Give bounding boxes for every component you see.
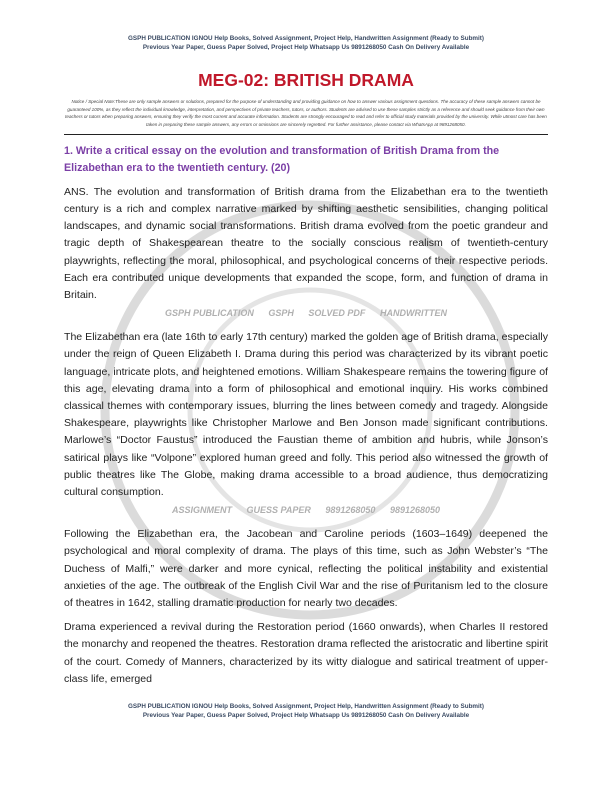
answer-paragraph: Following the Elizabethan era, the Jacobean and Caroline periods (1603–1649) deepened the psychological and moral complexity of drama. The plays of this time, such as John Webster’s “The Duchess of Malfi,” were darker and more cynical, reflecting the political instability and existential anxieties of the age. The outbreak of the English Civil War and the rise of Puritanism led to the closure of theatres in 1642, stalling dramatic production for nearly two decades.: [64, 528, 548, 610]
header-line-1: GSPH PUBLICATION IGNOU Help Books, Solved Assignment, Project Help, Handwritten Assignment (Ready to Submit): [128, 35, 484, 42]
watermark-line: HANDWRITTEN: [379, 308, 447, 319]
watermark-inner-strip: [64, 501, 548, 519]
page-footer: [64, 702, 548, 720]
watermark-ring-strip: [64, 304, 548, 322]
watermark-line: GSPH: [268, 308, 294, 319]
question-heading: 1. Write a critical essay on the evolution and transformation of British Drama from the Elizabethan era to the twentieth century. (20): [64, 144, 500, 174]
watermark-line: SOLVED PDF: [308, 308, 366, 319]
notice-divider: [64, 134, 548, 135]
watermark-ring-text: GSPH PUBLICATION: [165, 308, 254, 319]
footer-line-2: Previous Year Paper, Guess Paper Solved, Project Help Whatsapp Us 9891268050 Cash On Delivery Available: [142, 712, 470, 720]
watermark-line: 9891268050: [325, 505, 376, 516]
document-title: MEG-02: BRITISH DRAMA: [198, 70, 414, 90]
answer-paragraph: The Elizabethan era (late 16th to early 17th century) marked the golden age of British drama, especially under the reign of Queen Elizabeth I. Drama during this period was characterized by its vibrant poetic language, intricate plots, and heightened emotions. William Shakespeare remains the towering figure of this age, elevating drama into a form of philosophical and emotional inquiry. His works combined classical themes with contemporary issues, blurring the lines between comedy and tragedy. Alongside Shakespeare, playwrights like Christopher Marlowe and Ben Jonson made significant contributions. Marlowe’s “Doctor Faustus” introduced the Faustian theme of ambition and hubris, while Jonson’s satirical plays like “Volpone” explored human greed and folly. This period also witnessed the growth of public theatres like The Globe, making drama accessible to a broad audience, thus democratizing cultural consumption.: [64, 331, 548, 499]
answer-paragraph: Drama experienced a revival during the Restoration period (1660 onwards), when Charles II restored the monarchy and reopened the theatres. Restoration drama reflected the aristocratic and libertine spirit of the court. Comedy of Manners, characterized by its witty dialogue and satirical treatment of upper-class life, emerged: [64, 621, 548, 685]
watermark-phone-text: 9891268050: [389, 505, 441, 516]
watermark-line: GUESS PAPER: [246, 505, 311, 516]
header-line-2: Previous Year Paper, Guess Paper Solved, Project Help Whatsapp Us 9891268050 Cash On Delivery Available: [142, 44, 470, 51]
special-notice: Notice / Special Note:These are only sample answers or solutions, prepared for the purpose of understanding and providing guidance on how to answer various assignment questions. The accuracy of these sample answers cannot be guaranteed 100%, as they reflect the individual knowledge, interpretation, and perspectives of private teachers, tutors, or authors. Students are advised to use these samples strictly as a reference and should seek guidance from their own teachers or tutors when preparing answers, ensuring they verify the most current and accurate information. Students are strongly encouraged to read and refer to official study materials provided by the university. While utmost care has been taken in preparing these sample answers, any errors or omissions are sincerely regretted. For further assistance, please contact via WhatsApp at 9891268050.: [65, 99, 547, 128]
answer-paragraph: ANS. The evolution and transformation of British drama from the Elizabethan era to the twentieth century is a rich and complex narrative marked by shifting aesthetic sensibilities, changing political landscapes, and dynamic social transformations. British drama evolved from the poetic grandeur and tragic depth of Shakespearean theatre to the socially conscious realism of twentieth-century playwrights, reflecting the moral, philosophical, and psychological concerns of their respective periods. Each era contributed unique developments that expanded the scope, form, and function of drama in Britain.: [64, 185, 548, 302]
page-header: [64, 34, 548, 52]
footer-line-1: GSPH PUBLICATION IGNOU Help Books, Solved Assignment, Project Help, Handwritten Assignment (Ready to Submit): [128, 703, 484, 711]
watermark-line: ASSIGNMENT: [171, 505, 232, 516]
